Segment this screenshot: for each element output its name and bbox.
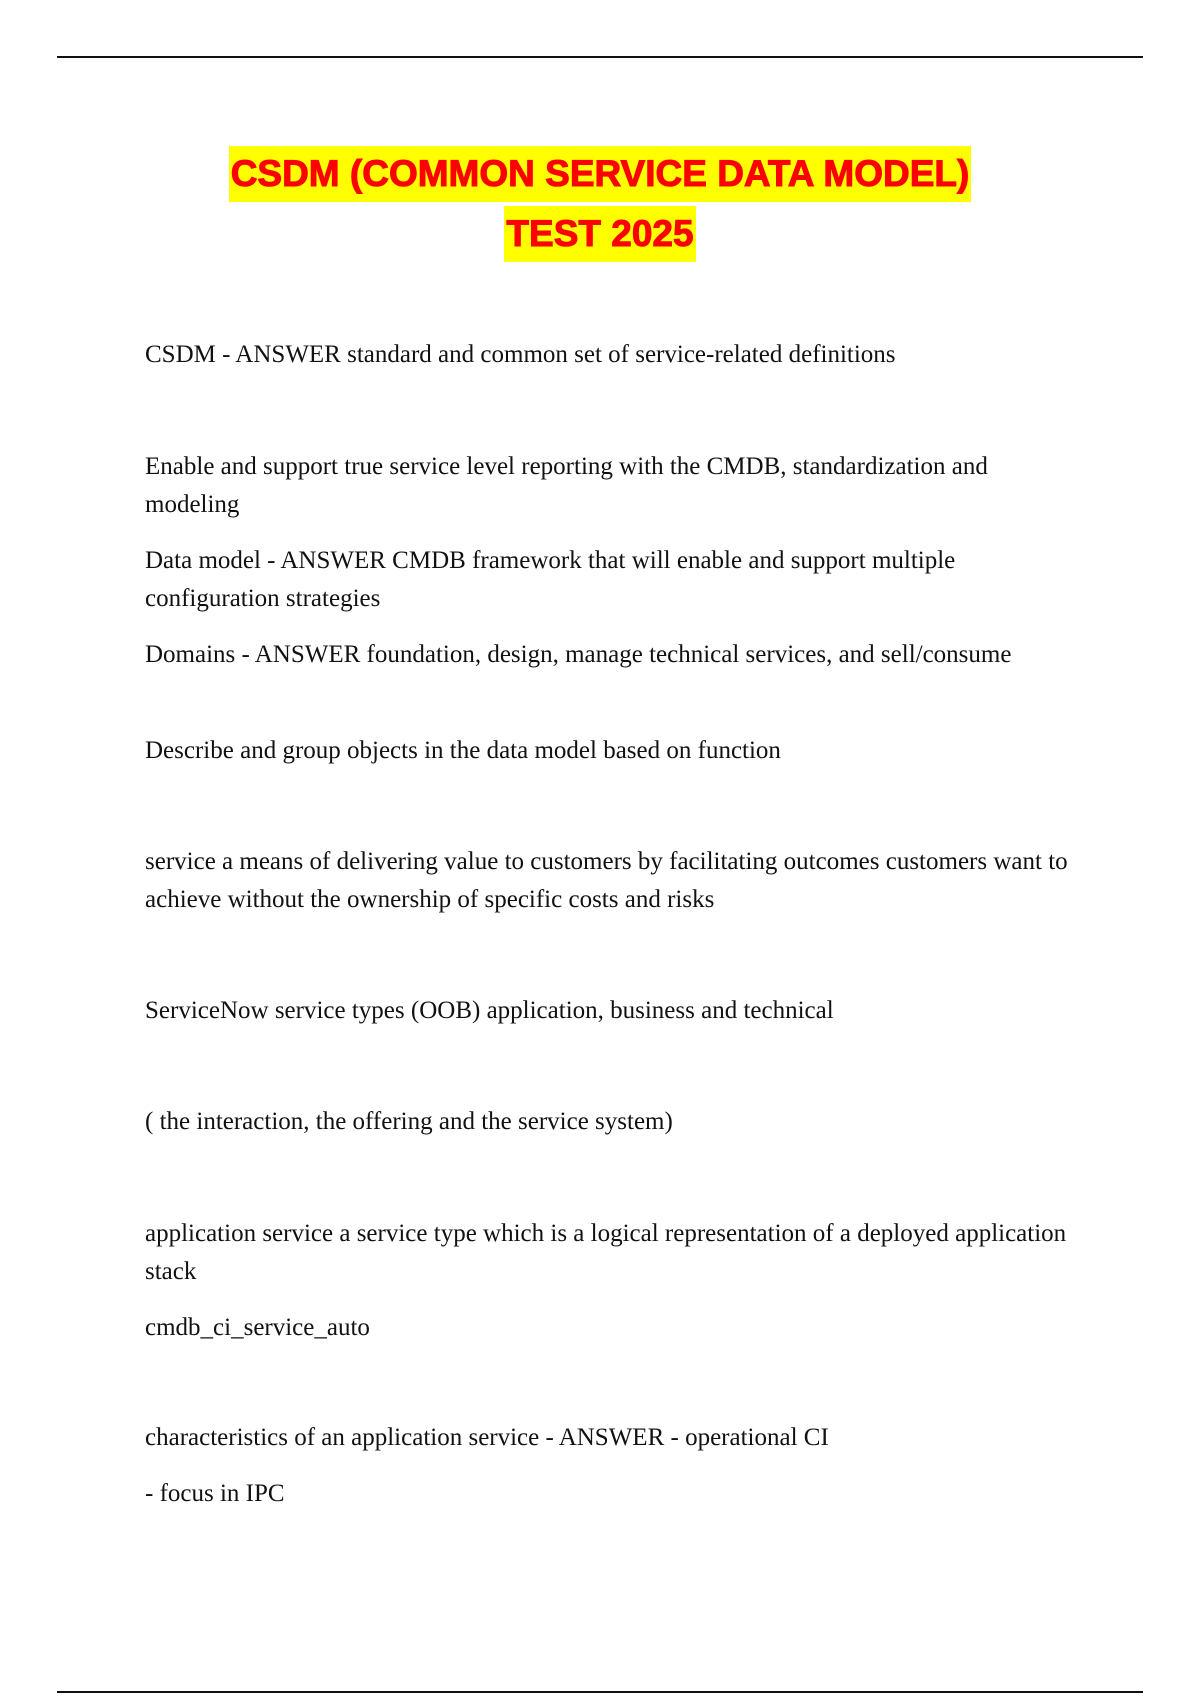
paragraph: - focus in IPC bbox=[145, 1480, 285, 1507]
paragraph: Data model - ANSWER CMDB framework that will enable and support multiple configuration strategies bbox=[145, 547, 956, 612]
paragraph: CSDM - ANSWER standard and common set of service-related definitions bbox=[145, 341, 896, 368]
top-rule bbox=[57, 56, 1143, 58]
paragraph: Describe and group objects in the data model based on function bbox=[145, 737, 781, 764]
title-line-2: TEST 2025 bbox=[504, 206, 695, 262]
bottom-rule bbox=[57, 1691, 1143, 1693]
document-title bbox=[0, 146, 1200, 262]
title-line-1: CSDM (COMMON SERVICE DATA MODEL) bbox=[229, 146, 972, 202]
paragraph: service a means of delivering value to customers by facilitating outcomes customers want to achieve without the ownership of specific costs and risks bbox=[145, 848, 1068, 913]
paragraph: application service a service type which is a logical representation of a deployed application stack bbox=[145, 1220, 1067, 1285]
paragraph: Domains - ANSWER foundation, design, manage technical services, and sell/consume bbox=[145, 641, 1012, 668]
paragraph: ServiceNow service types (OOB) application, business and technical bbox=[145, 997, 834, 1024]
paragraph: cmdb_ci_service_auto bbox=[145, 1314, 370, 1341]
paragraph: characteristics of an application service - ANSWER - operational CI bbox=[145, 1424, 829, 1451]
paragraph: Enable and support true service level reporting with the CMDB, standardization and modeling bbox=[145, 453, 988, 518]
paragraph: ( the interaction, the offering and the service system) bbox=[145, 1108, 673, 1135]
